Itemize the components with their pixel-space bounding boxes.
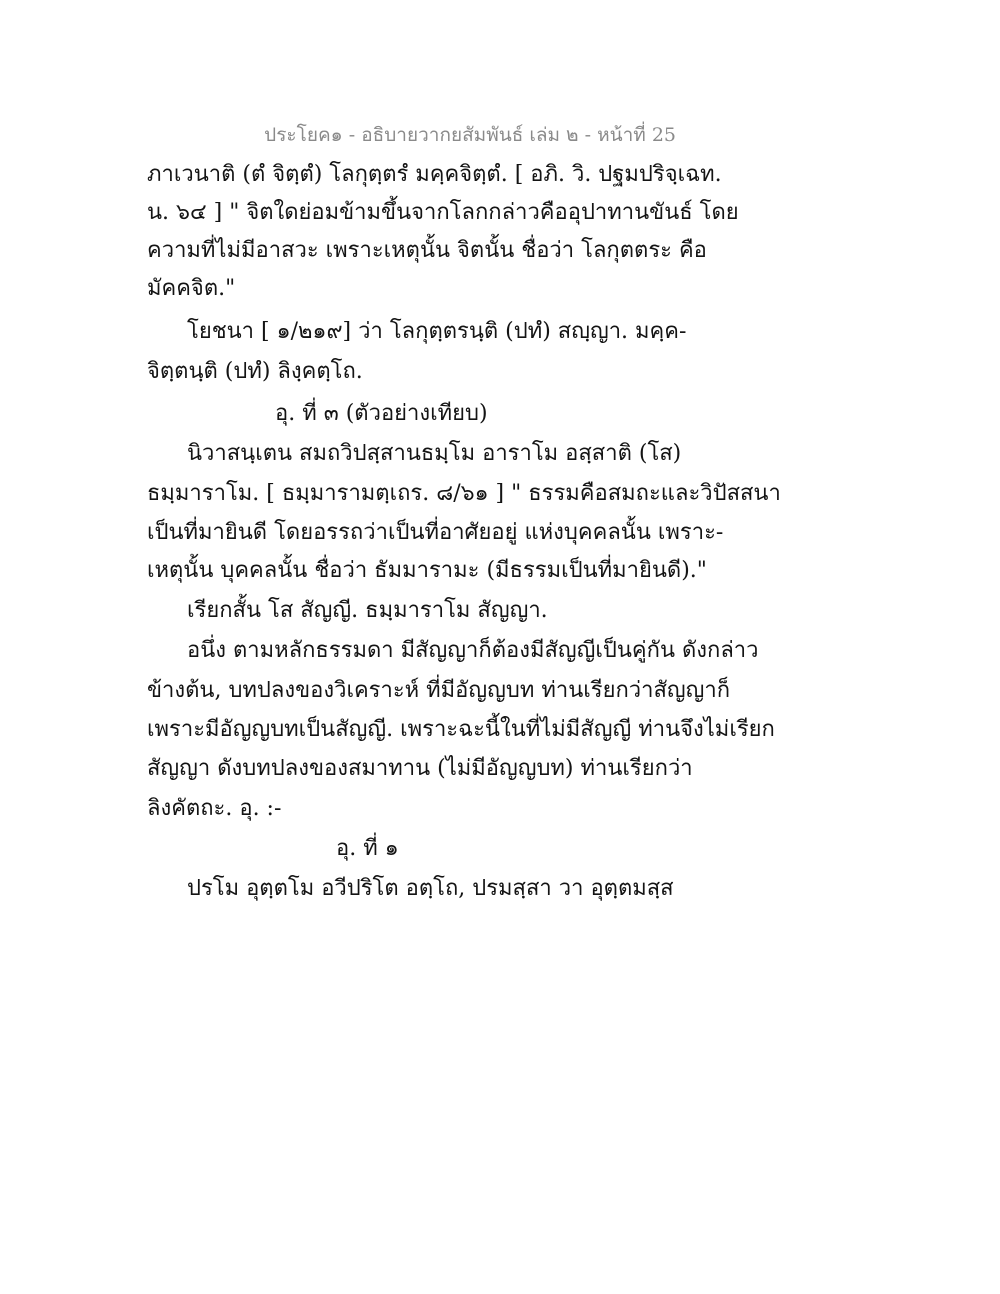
example-heading-3: อุ. ที่ ๓ (ตัวอย่างเทียบ)	[275, 401, 488, 426]
text-line-4: มัคคจิต."	[147, 276, 236, 301]
text-line-9: ธมฺมาราโม. [ ธมฺมารามตฺเถร. ๘/๖๑ ] " ธรรมคือสมถะและวิปัสสนา	[147, 481, 781, 506]
text-line-19: ปรโม อุตฺตโม อวีปริโต อตฺโถ, ปรมสฺสา วา อุตฺตมสฺส	[187, 876, 674, 901]
text-line-2: น. ๖๔ ] " จิตใดย่อมข้ามขึ้นจากโลกกล่าวคืออุปาทานขันธ์ โดย	[147, 200, 739, 225]
text-line-13: อนึ่ง ตามหลักธรรมดา มีสัญญาก็ต้องมีสัญญีเป็นคู่กัน ดังกล่าว	[187, 638, 759, 663]
text-line-11: เหตุนั้น บุคคลนั้น ชื่อว่า ธัมมารามะ (มีธรรมเป็นที่มายินดี)."	[147, 558, 707, 583]
text-line-14: ข้างต้น, บทปลงของวิเคราะห์ ที่มีอัญญบท ท่านเรียกว่าสัญญาก็	[147, 678, 731, 703]
text-line-3: ความที่ไม่มีอาสวะ เพราะเหตุนั้น จิตนั้น ชื่อว่า โลกุตตระ คือ	[147, 238, 707, 263]
text-line-6: จิตฺตนฺติ (ปทํ) ลิงฺคตฺโถ.	[147, 359, 363, 384]
text-line-5: โยชนา [ ๑/๒๑๙] ว่า โลกุตฺตรนฺติ (ปทํ) สญฺญา. มคฺค-	[187, 319, 687, 344]
text-line-1: ภาเวนาติ (ตํ จิตฺตํ) โลกุตฺตรํ มคฺคจิตฺตํ. [ อภิ. วิ. ปฐมปริจฺเฉท.	[147, 162, 722, 187]
text-line-8: นิวาสนฺเตน สมถวิปสฺสานธมฺโม อาราโม อสฺสาติ (โส)	[187, 441, 682, 466]
text-line-16: สัญญา ดังบทปลงของสมาทาน (ไม่มีอัญญบท) ท่านเรียกว่า	[147, 756, 693, 781]
example-heading-1: อุ. ที่ ๑	[336, 836, 399, 861]
running-header: ประโยค๑ - อธิบายวากยสัมพันธ์ เล่ม ๒ - หน้าที่ 25	[264, 124, 676, 146]
text-line-17: ลิงคัตถะ. อุ. :-	[147, 796, 282, 821]
text-line-10: เป็นที่มายินดี โดยอรรถว่าเป็นที่อาศัยอยู่ แห่งบุคคลนั้น เพราะ-	[147, 520, 724, 545]
text-line-12: เรียกสั้น โส สัญญี. ธมฺมาราโม สัญญา.	[187, 598, 548, 623]
text-line-15: เพราะมีอัญญบทเป็นสัญญี. เพราะฉะนี้ในที่ไม่มีสัญญี ท่านจึงไม่เรียก	[147, 717, 775, 742]
